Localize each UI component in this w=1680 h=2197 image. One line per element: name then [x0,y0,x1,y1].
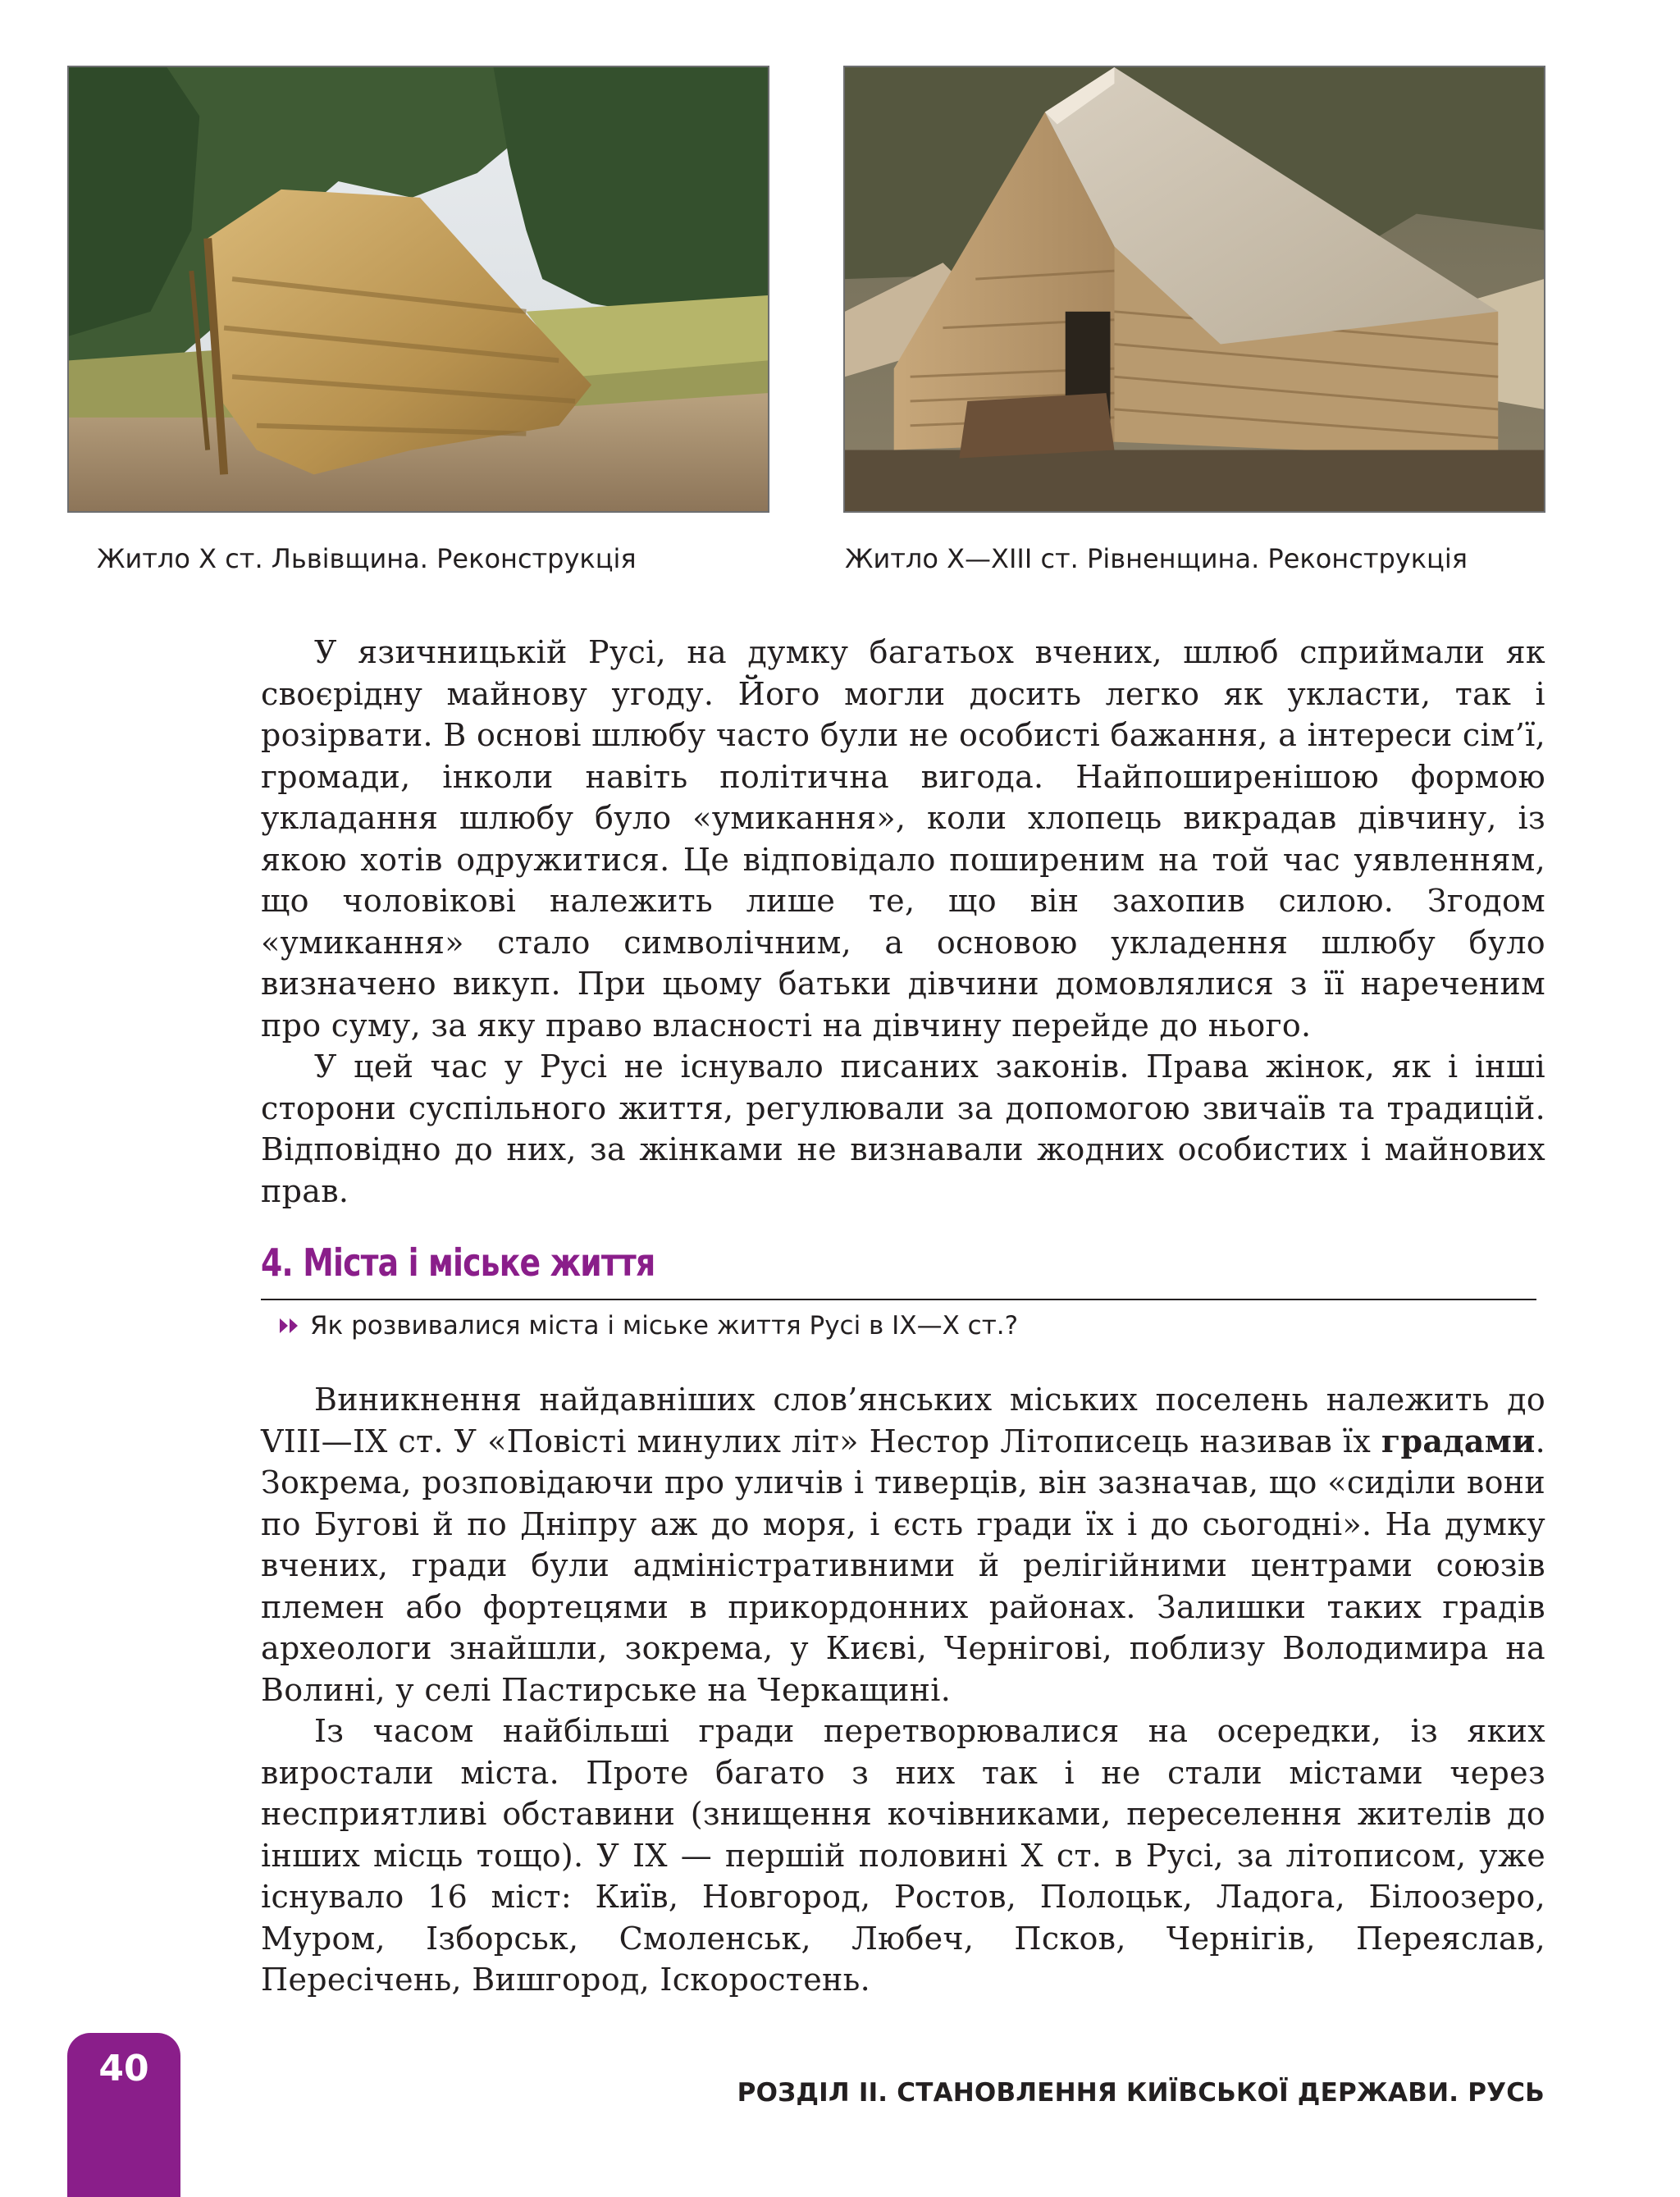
log-cabin-image [845,67,1544,511]
caption-log-cabin: Житло Х—ХІІІ ст. Рівненщина. Реконструкція [845,543,1468,574]
text-block-cities [261,1379,1545,2001]
heading-divider [261,1299,1536,1300]
page-number: 40 [98,2048,149,2090]
text-block-marriage [261,632,1545,1212]
paragraph-part: . Зокрема, розповідаючи про уличів і тиверців, він зазначав, що «сиділи вони по Бугові й по Дніпру аж до моря, і єсть гради їх і до сьогодні». На думку вчених, гради були адміністративними й релігійними центрами союзів племен або фортецями в прикордонних районах. Залишки таких градів археологи знайшли, зокрема, у Києві, Чернігові, поблизу Володимира на Волині, у селі Пастирське на Черкащині. [261,1423,1545,1708]
paragraph-marriage-custom: У язичницькій Русі, на думку багатьох вчених, шлюб сприймали як своєрідну майнову угоду. Його могли досить легко як укласти, так і розірвати. В основі шлюбу часто були не особисті бажання, а інтереси сім’ї, громади, інколи навіть політична вигода. Найпоширенішою формою укладання шлюбу було «умикання», коли хлопець викрадав дівчину, із якою хотів одружитися. Це відповідало поширеним на той час уявленням, що чоловікові належить лише те, що він захопив силою. Згодом «умикання» стало символічним, а основою укладення шлюбу було визначено викуп. При цьому батьки дівчини домовлялися з її нареченим про суму, за яку право власності на дівчину перейде до нього. [261,634,1545,1044]
double-arrow-icon [279,1317,300,1335]
section-question-text: Як розвивалися міста і міське життя Русі в ІХ—Х ст.? [310,1311,1019,1341]
term-grady: градами [1381,1422,1536,1459]
paragraph-women-rights: У цей час у Русі не існувало писаних законів. Права жінок, як і інші сторони суспільного життя, регулювали за допомогою звичаїв та традицій. Відповідно до них, за жінками не визнавали жодних особистих і майнових прав. [261,1048,1545,1209]
page-number-tab [67,2033,180,2197]
paragraph-early-settlements [261,1379,1545,1711]
photo-log-cabin [843,66,1545,513]
section-heading: 4. Міста і міське життя [261,1240,655,1285]
footer-section-title: РОЗДІЛ II. СТАНОВЛЕННЯ КИЇВСЬКОЇ ДЕРЖАВИ. РУСЬ [737,2078,1545,2108]
thatched-dwelling-image [69,67,768,511]
caption-thatched-dwelling: Житло Х ст. Львівщина. Реконструкція [97,543,637,574]
paragraph-city-growth: Із часом найбільші гради перетворювалися на осередки, із яких виростали міста. Проте багато з них так і не стали містами через несприятливі обставини (знищення кочівниками, переселення жителів до інших місць тощо). У IX — першій половині X ст. в Русі, за літописом, уже існувало 16 міст: Київ, Новгород, Ростов, Полоцьк, Ладога, Білоозеро, Муром, Ізборськ, Смоленськ, Любеч, Псков, Чернігів, Переяслав, Пересічень, Вишгород, Іскоростень. [261,1713,1545,1998]
photo-thatched-dwelling [67,66,769,513]
paragraph-part: Виникнення найдавніших слов’янських міських поселень належить до VIII—IX ст. У «Повісті минулих літ» Нестор Літописець називав їх [261,1382,1545,1459]
section-question [279,1311,1018,1341]
